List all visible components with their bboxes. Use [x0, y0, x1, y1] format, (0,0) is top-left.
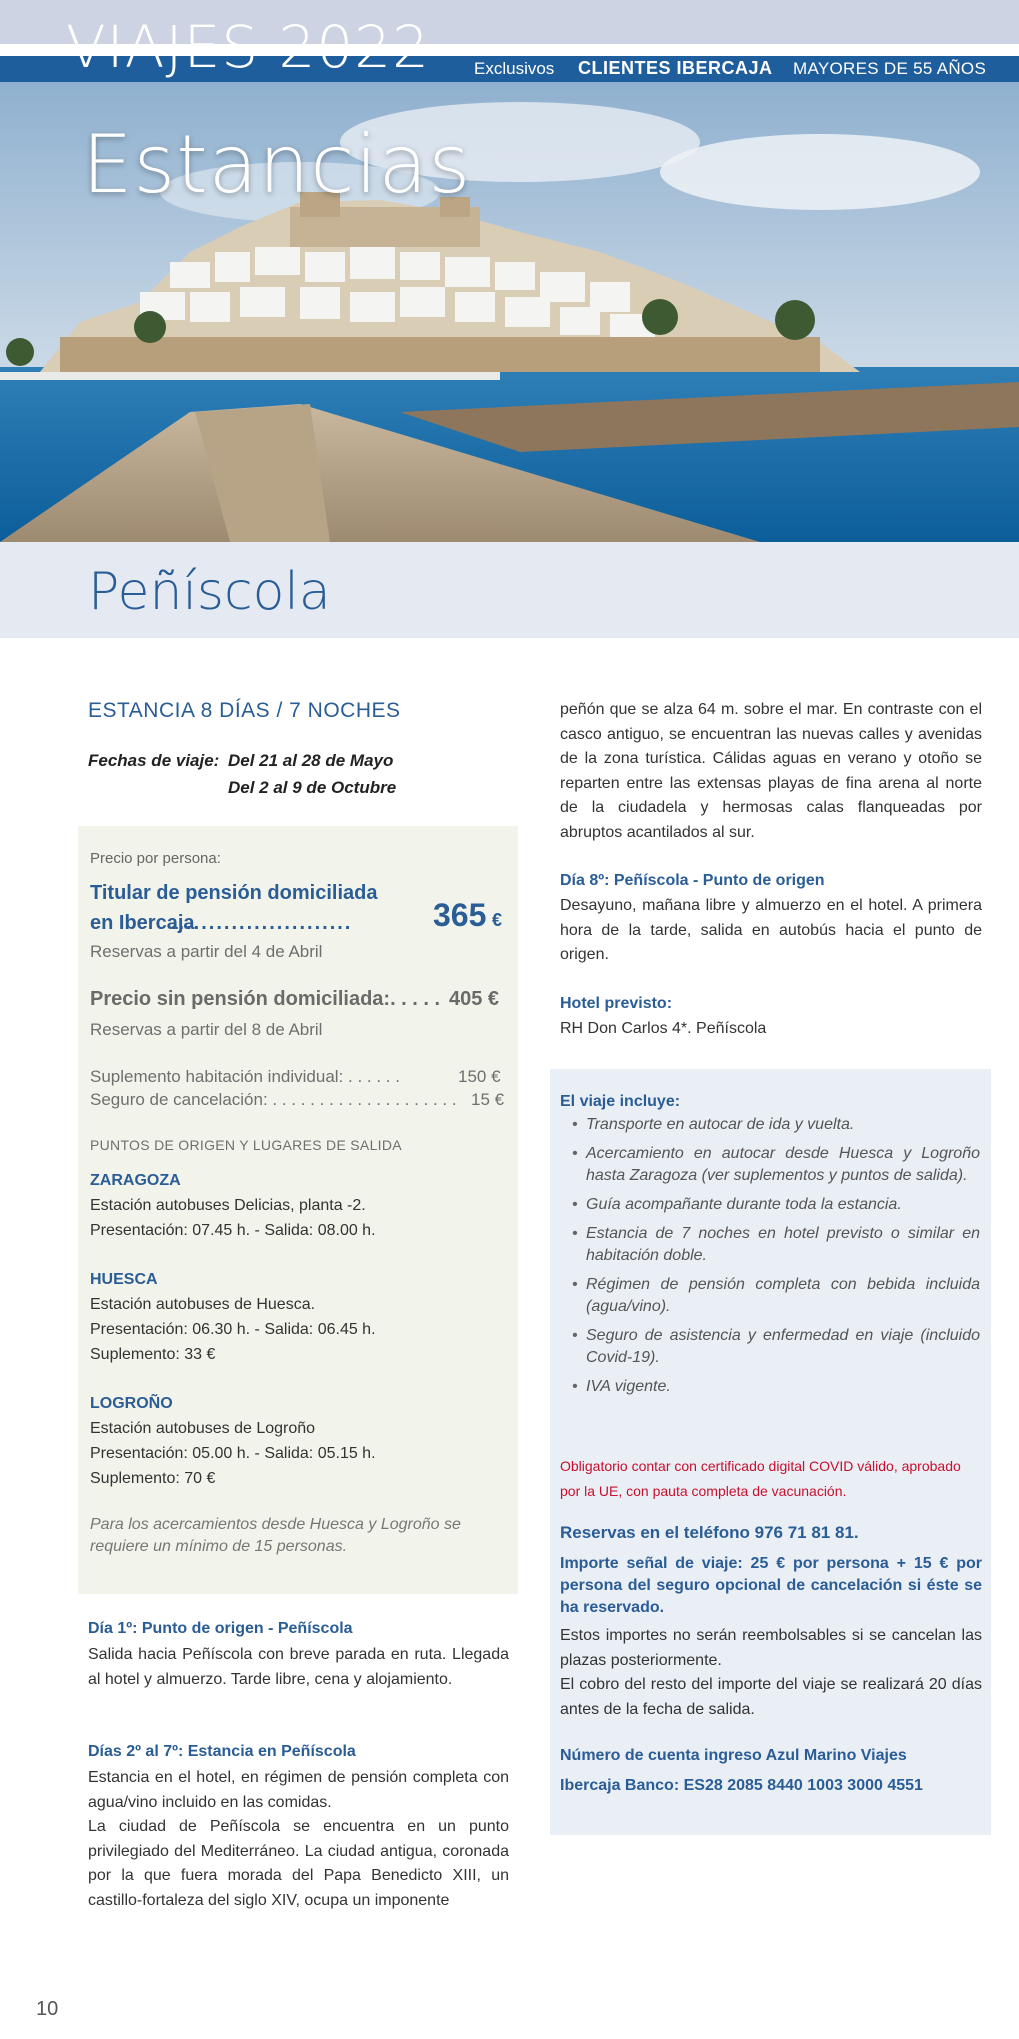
- days27-text-3: peñón que se alza 64 m. sobre el mar. En contraste con el casco antiguo, se encuentran las nuevas calles y avenidas de la zona turística. Cálidas aguas en verano y otoño se reparten entre las extensas playas de fina arena al norte de la ciudadela y hermosas calas flanqueadas por abruptos acantilados al sur.: [560, 701, 982, 841]
- single-supplement-label: Suplemento habitación individual: . . . . . .: [90, 1067, 400, 1086]
- day1-text: Salida hacia Peñíscola con breve parada en ruta. Llegada al hotel y almuerzo. Tarde libre, cena y alojamiento.: [88, 1646, 509, 1688]
- huesca-line-2: Presentación: 06.30 h. - Salida: 06.45 h.: [90, 1321, 376, 1338]
- nopension-price-value: 405 €: [449, 988, 500, 1010]
- account-number: Ibercaja Banco: ES28 2085 8440 1003 3000 4551: [560, 1777, 923, 1794]
- cancel-insurance-label: Seguro de cancelación: . . . . . . . . . . . . . . . . . . . .: [90, 1090, 457, 1109]
- exclusive-label: Exclusivos: [474, 59, 555, 78]
- include-item: • IVA vigente.: [572, 1376, 980, 1398]
- city-zaragoza: ZARAGOZA: [90, 1172, 181, 1189]
- include-item: • Régimen de pensión completa con bebida incluida (agua/vino).: [572, 1274, 980, 1318]
- account-title: Número de cuenta ingreso Azul Marino Viajes: [560, 1747, 907, 1764]
- holder-price-leader: ........................: [171, 912, 353, 934]
- age-label: MAYORES DE 55 AÑOS: [793, 59, 987, 78]
- include-item: • Seguro de asistencia y enfermedad en viaje (incluido Covid-19).: [572, 1325, 980, 1369]
- day1-title: Día 1º: Punto de origen - Peñíscola: [88, 1620, 353, 1637]
- stay-heading: ESTANCIA 8 DÍAS / 7 NOCHES: [88, 699, 401, 722]
- logrono-line-3: Suplemento: 70 €: [90, 1470, 216, 1487]
- logrono-line-2: Presentación: 05.00 h. - Salida: 05.15 h.: [90, 1445, 376, 1462]
- price-per-person-label: Precio por persona:: [90, 850, 221, 867]
- date-line-1: Del 21 al 28 de Mayo: [228, 751, 394, 770]
- hotel-text: RH Don Carlos 4*. Peñíscola: [560, 1020, 767, 1037]
- include-item: • Transporte en autocar de ida y vuelta.: [572, 1114, 980, 1136]
- days27-text-2: La ciudad de Peñíscola se encuentra en un punto privilegiado del Mediterráneo. La ciudad antigua, coronada por la que fuera morada del Papa Benedicto XIII, un castillo-fortaleza del siglo XIV, ocupa un imponente: [88, 1818, 509, 1909]
- city-logrono: LOGROÑO: [90, 1395, 173, 1412]
- huesca-line-1: Estación autobuses de Huesca.: [90, 1296, 316, 1313]
- nopension-booking-date: Reservas a partir del 8 de Abril: [90, 1020, 323, 1039]
- dates-label: Fechas de viaje:: [88, 751, 220, 770]
- includes-title: El viaje incluye:: [560, 1093, 681, 1110]
- minimum-people-note: Para los acercamientos desde Huesca y Logroño se requiere un mínimo de 15 personas.: [90, 1516, 461, 1555]
- nopension-price-label: Precio sin pensión domiciliada:. . . . .: [90, 988, 441, 1010]
- deposit-info: Importe señal de viaje: 25 € por persona + 15 € por persona del seguro opcional de cancelación si éste se ha reservado.: [560, 1555, 982, 1616]
- days27-text-1: Estancia en el hotel, en régimen de pensión completa con agua/vino incluido en las comidas.: [88, 1769, 509, 1811]
- nonrefundable-text: Estos importes no serán reembolsables si se cancelan las plazas posteriormente.: [560, 1627, 982, 1669]
- section-title: Estancias: [82, 118, 472, 211]
- logrono-line-1: Estación autobuses de Logroño: [90, 1420, 316, 1437]
- hotel-title: Hotel previsto:: [560, 995, 673, 1012]
- include-item: • Guía acompañante durante toda la estancia.: [572, 1194, 980, 1216]
- holder-price-title-line2: en Ibercaja: [90, 912, 195, 934]
- zaragoza-line-1: Estación autobuses Delicias, planta -2.: [90, 1197, 366, 1214]
- page-number: 10: [36, 1998, 59, 2020]
- holder-price-title-line1: Titular de pensión domiciliada: [90, 882, 378, 904]
- day8-title: Día 8º: Peñíscola - Punto de origen: [560, 872, 825, 889]
- include-item: • Estancia de 7 noches en hotel previsto o similar en habitación doble.: [572, 1223, 980, 1267]
- origins-caption: PUNTOS DE ORIGEN Y LUGARES DE SALIDA: [90, 1137, 402, 1153]
- city-huesca: HUESCA: [90, 1271, 158, 1288]
- balance-text: El cobro del resto del importe del viaje se realizará 20 días antes de la fecha de salida.: [560, 1676, 982, 1718]
- zaragoza-line-2: Presentación: 07.45 h. - Salida: 08.00 h.: [90, 1222, 376, 1239]
- day8-text: Desayuno, mañana libre y almuerzo en el hotel. A primera hora de la tarde, salida en autobús hacia el punto de origen.: [560, 897, 982, 963]
- days27-title: Días 2º al 7º: Estancia en Peñíscola: [88, 1743, 356, 1760]
- date-line-2: Del 2 al 9 de Octubre: [228, 778, 397, 797]
- nonrefundable-info: [560, 1624, 982, 1722]
- cancel-insurance-value: 15 €: [471, 1090, 505, 1109]
- clients-label: CLIENTES IBERCAJA: [578, 58, 773, 78]
- includes-list: [572, 1114, 980, 1405]
- include-item: • Acercamiento en autocar desde Huesca y Logroño hasta Zaragoza (ver suplementos y puntos de salida).: [572, 1143, 980, 1187]
- holder-price-currency: €: [492, 910, 503, 930]
- holder-price-value: 365: [433, 897, 487, 933]
- covid-notice: Obligatorio contar con certificado digital COVID válido, aprobado por la UE, con pauta completa de vacunación.: [560, 1458, 961, 1499]
- holder-booking-date: Reservas a partir del 4 de Abril: [90, 942, 323, 961]
- booking-phone: Reservas en el teléfono 976 71 81 81.: [560, 1523, 859, 1542]
- destination-title: Peñíscola: [88, 562, 331, 622]
- single-supplement-value: 150 €: [458, 1067, 501, 1086]
- huesca-line-3: Suplemento: 33 €: [90, 1346, 216, 1363]
- series-title: VIAJES 2022: [66, 13, 431, 81]
